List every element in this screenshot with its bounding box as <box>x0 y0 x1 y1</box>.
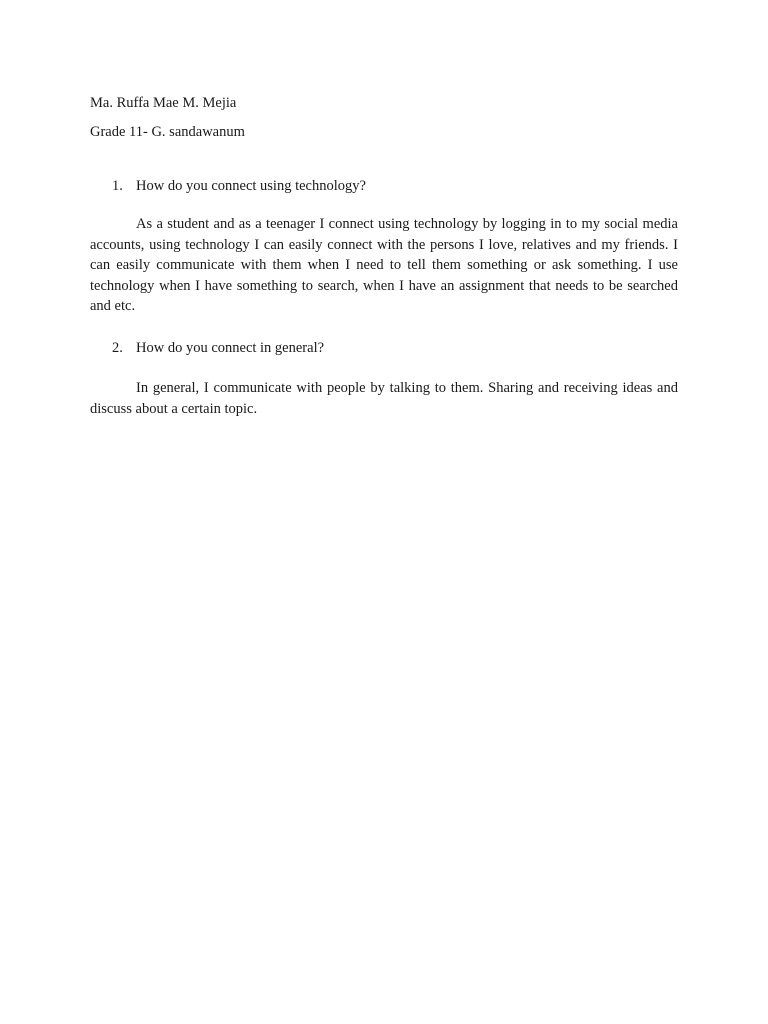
answer-2-paragraph: In general, I communicate with people by talking to them. Sharing and receiving ideas and discuss about a certain topic. <box>90 380 678 417</box>
grade-section: Grade 11- G. sandawanum <box>90 124 245 140</box>
student-name: Ma. Ruffa Mae M. Mejia <box>90 95 237 111</box>
question-number: 1. <box>112 178 123 194</box>
question-number: 2. <box>112 340 123 356</box>
question-text: How do you connect in general? <box>136 340 325 356</box>
answer-1-paragraph: As a student and as a teenager I connect using technology by logging in to my social media accounts, using technology I can easily connect with the persons I love, relatives and my friends. I can easily communicate with them when I need to tell them something or ask something. I use technology when I have something to search, when I have an assignment that needs to be searched and etc. <box>90 216 678 314</box>
question-text: How do you connect using technology? <box>136 178 366 194</box>
